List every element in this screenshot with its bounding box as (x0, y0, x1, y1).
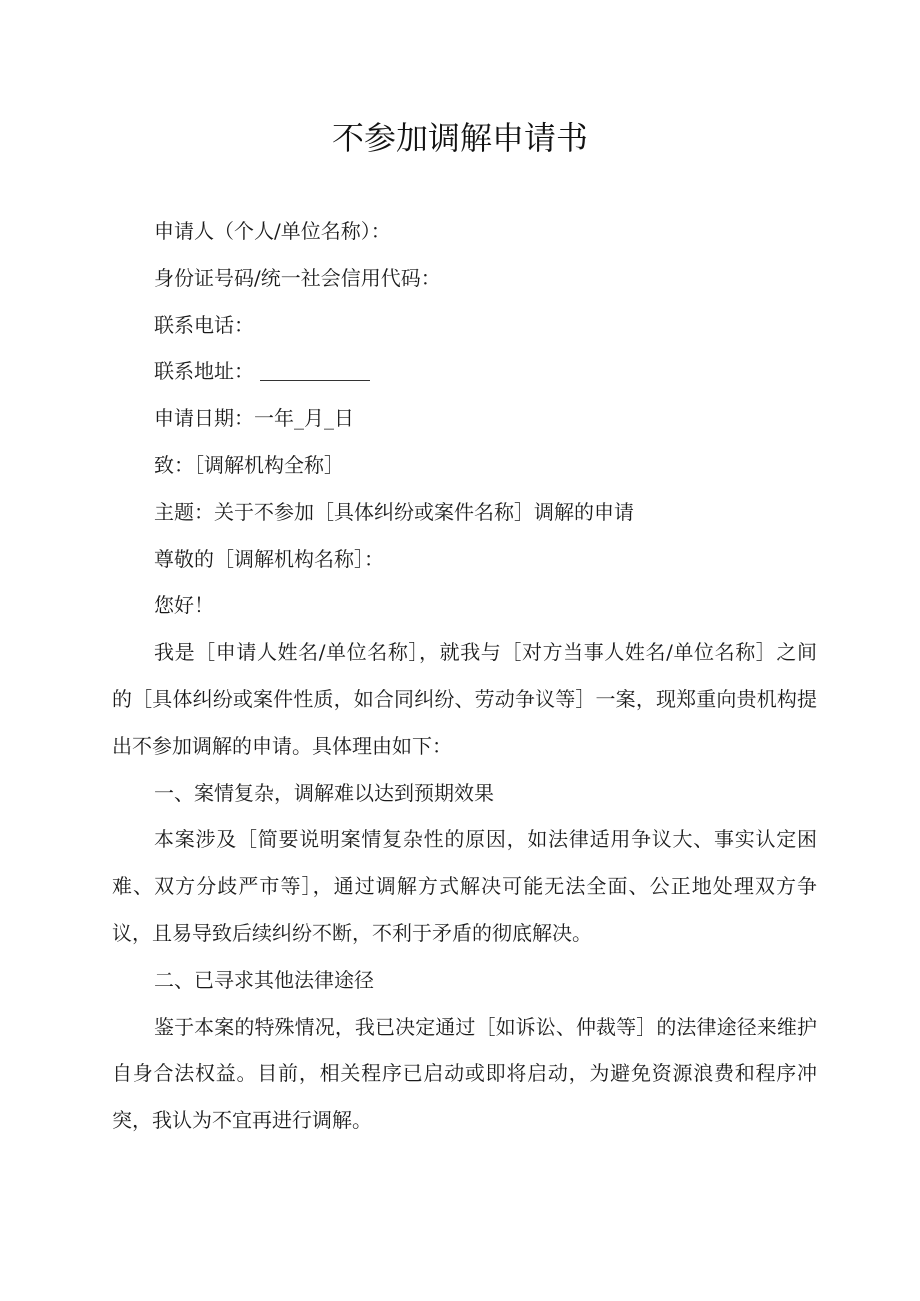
document-title: 不参加调解申请书 (331, 119, 588, 157)
field-phone: 联系电话： (154, 312, 254, 337)
greeting: 您好！ (154, 593, 214, 618)
field-date: 申请日期：一年_月_日 (154, 406, 354, 431)
field-subject: 主题：关于不参加［具体纠纷或案件名称］调解的申请 (154, 499, 634, 524)
section-body-1: 本案涉及［简要说明案情复杂性的原因，如法律适用争议大、事实认定困难、双方分歧严市等］，通过调解方式解决可能无法全面、公正地处理双方争议，且易导致后续纠纷不断，不利于矛盾的彻底解决。 (112, 827, 817, 945)
salutation: 尊敬的［调解机构名称］： (154, 546, 384, 571)
section-body-2: 鉴于本案的特殊情况，我已决定通过［如诉讼、仲裁等］的法律途径来维护自身合法权益。目前，相关程序已启动或即将启动，为避免资源浪费和程序冲突，我认为不宜再进行调解。 (112, 1014, 817, 1133)
field-to: 致：［调解机构全称］ (154, 452, 344, 477)
section-heading-2: 二、已寻求其他法律途径 (154, 967, 374, 992)
intro-paragraph: 我是［申请人姓名/单位名称］，就我与［对方当事人姓名/单位名称］之间的［具体纠纷或案件性质，如合同纠纷、劳动争议等］一案，现郑重向贵机构提出不参加调解的申请。具体理由如下： (112, 640, 817, 758)
field-address-label: 联系地址： (154, 359, 254, 384)
field-applicant: 申请人（个人/单位名称）： (154, 219, 391, 243)
document-body (112, 208, 817, 1144)
field-address (112, 348, 817, 395)
section-heading-1: 一、案情复杂，调解难以达到预期效果 (154, 780, 494, 805)
field-id-number: 身份证号码/统一社会信用代码： (154, 265, 441, 290)
address-blank-line (260, 360, 370, 381)
